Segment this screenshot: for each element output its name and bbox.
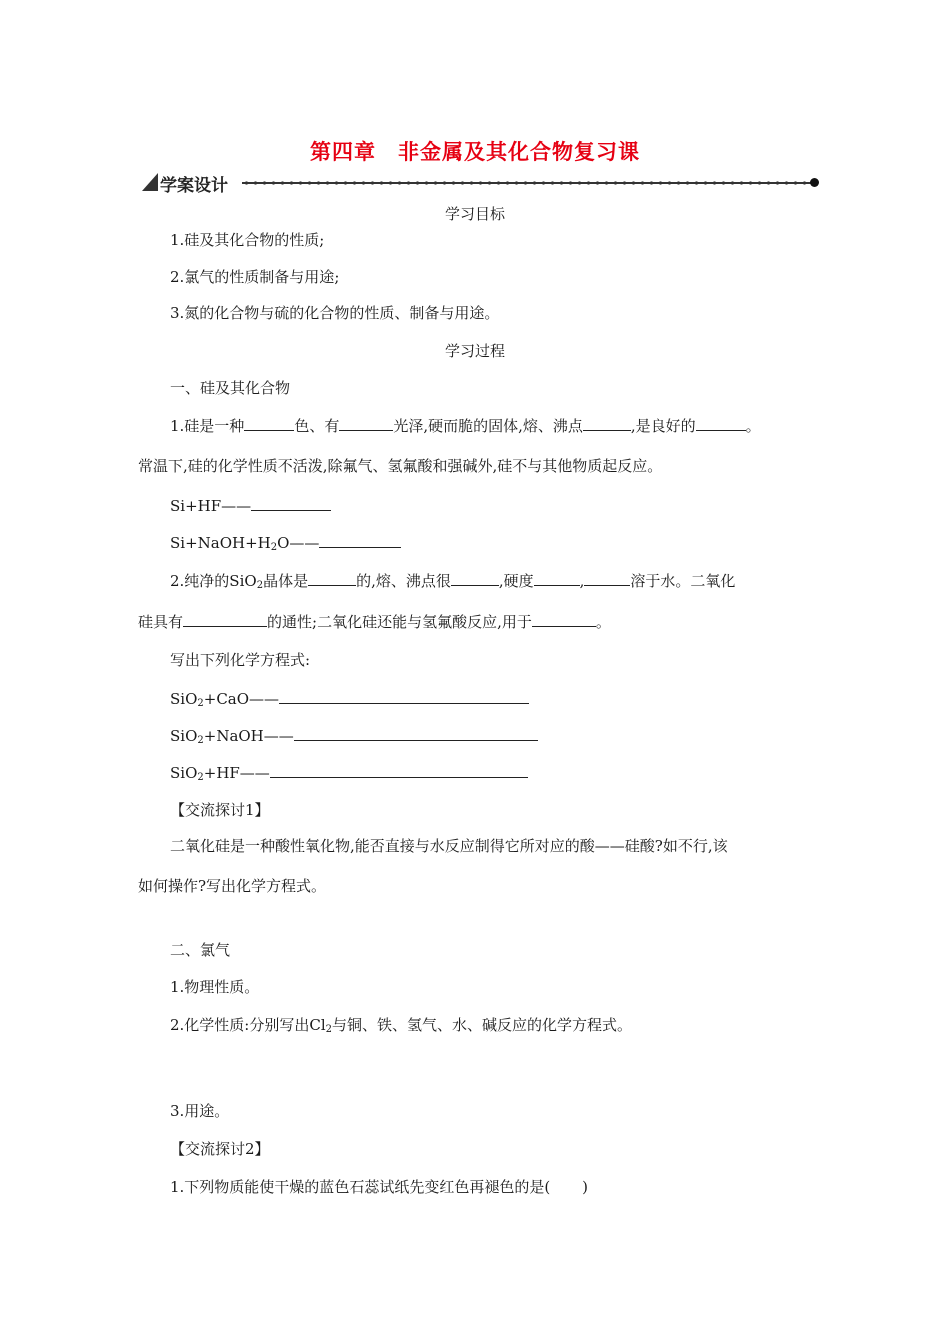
objective-item: 1.硅及其化合物的性质; (170, 231, 325, 249)
answer-blank[interactable] (183, 611, 267, 627)
section-heading: 二、氯气 (170, 941, 231, 959)
discussion-heading: 【交流探讨1】 (170, 801, 270, 819)
answer-blank[interactable] (583, 415, 631, 431)
equation-sio2-hf: SiO$_2$+HF—— (170, 762, 528, 783)
objectives-heading: 学习目标 (444, 205, 505, 223)
discussion-text-continued: 如何操作?写出化学方程式。 (138, 877, 327, 895)
answer-blank[interactable] (244, 415, 294, 431)
answer-blank[interactable] (251, 495, 331, 511)
banner-triangle-icon (142, 173, 158, 191)
section-banner (138, 170, 820, 198)
answer-blank[interactable] (279, 688, 529, 704)
equation-si-hf: Si+HF—— (170, 495, 331, 516)
section-heading: 一、硅及其化合物 (170, 379, 291, 397)
banner-dots (242, 177, 812, 189)
answer-blank[interactable] (696, 415, 746, 431)
answer-blank[interactable] (339, 415, 393, 431)
objective-item: 3.氮的化合物与硫的化合物的性质、制备与用途。 (170, 304, 500, 322)
instruction: 写出下列化学方程式: (170, 651, 311, 669)
chlorine-chemical: 2.化学性质:分别写出$Cl_2$与铜、铁、氢气、水、碱反应的化学方程式。 (170, 1016, 633, 1035)
discussion-heading: 【交流探讨2】 (170, 1140, 270, 1158)
answer-blank[interactable] (319, 532, 401, 548)
discussion-text: 二氧化硅是一种酸性氧化物,能否直接与水反应制得它所对应的酸——硅酸?如不行,该 (170, 837, 728, 855)
equation-sio2-naoh: SiO$_2$+NaOH—— (170, 725, 538, 746)
question-1-continued: 常温下,硅的化学性质不活泼,除氟气、氢氟酸和强碱外,硅不与其他物质起反应。 (138, 457, 663, 475)
equation-sio2-cao: SiO$_2$+CaO—— (170, 688, 529, 709)
chlorine-uses: 3.用途。 (170, 1102, 230, 1120)
banner-label: 学案设计 (160, 176, 228, 196)
banner-end-dot-icon (810, 178, 819, 187)
answer-blank[interactable] (308, 570, 356, 586)
answer-blank[interactable] (294, 725, 538, 741)
multiple-choice-question: 1.下列物质能使干燥的蓝色石蕊试纸先变红色再褪色的是( ) (170, 1178, 589, 1196)
page-title: 第四章 非金属及其化合物复习课 (310, 140, 640, 164)
chlorine-physical: 1.物理性质。 (170, 978, 260, 996)
objective-item: 2.氯气的性质制备与用途; (170, 268, 340, 286)
answer-blank[interactable] (532, 611, 596, 627)
question-2-continued: 硅具有 的通性;二氧化硅还能与氢氟酸反应,用于 。 (138, 613, 611, 631)
answer-blank[interactable] (534, 570, 580, 586)
answer-blank[interactable] (451, 570, 499, 586)
question-1: 1.硅是一种 色、有 光泽,硬而脆的固体,熔、沸点 ,是良好的 。 (170, 417, 761, 435)
answer-blank[interactable] (270, 762, 528, 778)
equation-si-naoh: $Si+NaOH+H_2O——$ (170, 532, 401, 553)
answer-blank[interactable] (584, 570, 630, 586)
question-2: 2.纯净的SiO$_2$晶体是 的,熔、沸点很 ,硬度 , 溶于水。二氧化 (170, 572, 736, 591)
process-heading: 学习过程 (444, 342, 505, 360)
